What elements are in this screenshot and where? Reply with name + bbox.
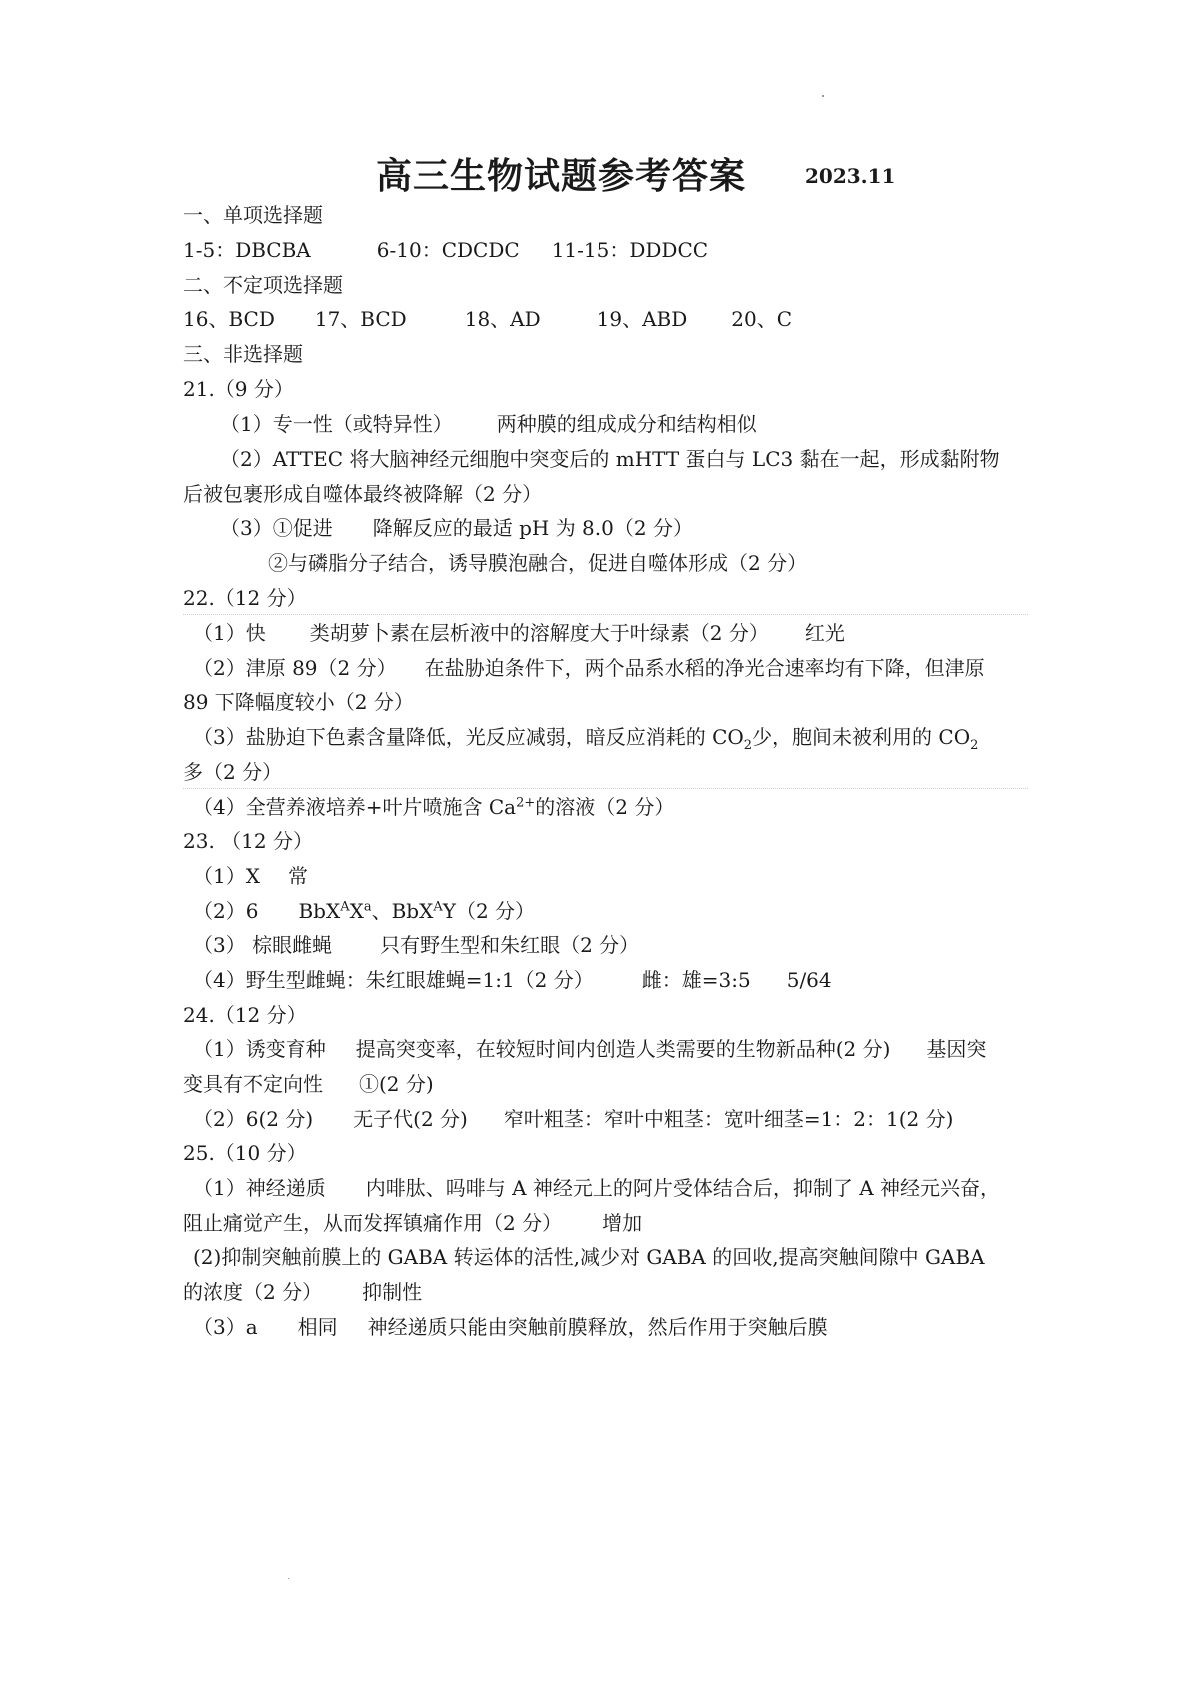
scan-speck <box>822 95 824 97</box>
q23-p1-answer-a: （1）X <box>193 864 260 888</box>
q23-p2-sup: A <box>340 899 350 915</box>
q24-p1-answer-b: 提高突变率，在较短时间内创造人类需要的生物新品种(2 分) <box>355 1037 891 1061</box>
q23-p4-answer-a: （4）野生型雌蝇：朱红眼雄蝇=1:1（2 分） <box>193 968 594 992</box>
q22-p1-answer-b: 类胡萝卜素在层析液中的溶解度大于叶绿素（2 分） <box>309 621 769 645</box>
q22-p3-subscript-2: 2 <box>970 738 979 753</box>
q23-heading: 23. （12 分） <box>183 829 313 853</box>
page-title: 高三生物试题参考答案 <box>376 155 747 197</box>
section-heading-non-choice: 三、非选择题 <box>183 342 303 366</box>
answers-1-15 <box>183 237 708 263</box>
q23-part3 <box>193 932 639 958</box>
answer-1-5: 1-5：DBCBA <box>183 238 311 262</box>
q24-part1-line2 <box>183 1071 434 1097</box>
q22-p3-subscript: 2 <box>743 738 753 753</box>
q24-part1-line1 <box>193 1036 986 1062</box>
q21-part3-sub2: ②与磷脂分子结合，诱导膜泡融合，促进自噬体形成（2 分） <box>268 551 808 575</box>
q22-p4-superscript: 2+ <box>516 795 536 811</box>
q21-part2-line1: （2）ATTEC 将大脑神经元细胞中突变后的 mHTT 蛋白与 LC3 黏在一起，形成黏附物 <box>220 447 1000 471</box>
q25-p1-answer-d: 增加 <box>602 1211 643 1235</box>
q23-part2 <box>193 898 535 924</box>
q22-part2-line1 <box>193 655 985 681</box>
q22-p3-text-b: 少，胞间未被利用的 CO <box>752 725 971 749</box>
answer-20: 20、C <box>731 307 793 331</box>
q24-p2-answer-a: （2）6(2 分) <box>193 1107 314 1131</box>
q23-p1-answer-b: 常 <box>287 864 308 888</box>
q23-p3-answer-a: （3） 棕眼雌蝇 <box>193 933 333 957</box>
q25-p3-answer-b: 相同 <box>297 1315 338 1339</box>
q25-part1-line2 <box>183 1210 642 1236</box>
q22-p2-answer-b: 在盐胁迫条件下，两个品系水稻的净光合速率均有下降，但津原 <box>424 656 985 680</box>
q22-p2-answer-a: （2）津原 89（2 分） <box>193 656 397 680</box>
title-row <box>0 148 1200 198</box>
answer-19: 19、ABD <box>596 307 688 331</box>
q21-p1-answer-a: （1）专一性（或特异性） <box>220 412 453 436</box>
q24-p2-answer-c: 窄叶粗茎：窄叶中粗茎：宽叶细茎=1：2：1(2 分) <box>503 1107 954 1131</box>
q24-p2-answer-b: 无子代(2 分) <box>353 1107 468 1131</box>
q21-p3-answer-a: （3）①促进 <box>220 516 333 540</box>
answer-17: 17、BCD <box>314 307 407 331</box>
answers-16-20 <box>183 306 792 332</box>
q25-p1-answer-c: 阻止痛觉产生，从而发挥镇痛作用（2 分） <box>183 1211 563 1235</box>
answer-6-10: 6-10：CDCDC <box>376 238 520 262</box>
q22-part2-line2: 89 下降幅度较小（2 分） <box>183 690 414 714</box>
section-heading-single-choice: 一、单项选择题 <box>183 203 323 227</box>
section-heading-multiple-choice: 二、不定项选择题 <box>183 273 343 297</box>
q25-p1-answer-b: 内啡肽、吗啡与 A 神经元上的阿片受体结合后，抑制了 A 神经元兴奋， <box>365 1176 1001 1200</box>
q22-p4-text-b: 的溶液（2 分） <box>535 795 675 819</box>
scan-dotted-rule <box>183 614 1028 615</box>
q22-p1-answer-a: （1）快 <box>193 621 266 645</box>
q23-p4-answer-b: 雌：雄=3:5 <box>641 968 751 992</box>
answer-11-15: 11-15：DDDCC <box>551 238 709 262</box>
q25-part2-line2 <box>183 1279 422 1305</box>
page-date: 2023.11 <box>805 164 896 188</box>
answer-18: 18、AD <box>464 307 541 331</box>
q21-part2-line2: 后被包裹形成自噬体最终被降解（2 分） <box>183 482 543 506</box>
q22-p4-text-a: （4）全营养液培养+叶片喷施含 Ca <box>193 795 517 819</box>
q23-p2-genotype-text: Y（2 分） <box>442 899 536 923</box>
q25-p2-answer-c: 抑制性 <box>362 1280 423 1304</box>
q23-p2-genotype-text: X <box>349 899 364 923</box>
q23-p2-genotype-text: 、BbX <box>371 899 434 923</box>
q21-p3-answer-b: 降解反应的最适 pH 为 8.0（2 分） <box>372 516 693 540</box>
q22-part3-line2: 多（2 分） <box>183 760 283 784</box>
q23-p3-answer-b: 只有野生型和朱红眼（2 分） <box>380 933 640 957</box>
q24-part2 <box>193 1106 953 1132</box>
q25-part3 <box>193 1314 828 1340</box>
q23-part1 <box>193 863 308 889</box>
q25-p1-answer-a: （1）神经递质 <box>193 1176 326 1200</box>
q24-p1-answer-d: 变具有不定向性 <box>183 1072 323 1096</box>
q25-heading: 25.（10 分） <box>183 1141 307 1165</box>
q24-heading: 24.（12 分） <box>183 1003 307 1027</box>
q25-part2-line1: (2)抑制突触前膜上的 GABA 转运体的活性,减少对 GABA 的回收,提高突触间隙中 GABA <box>193 1245 985 1269</box>
q22-heading: 22.（12 分） <box>183 586 307 610</box>
answer-16: 16、BCD <box>183 307 275 331</box>
q25-p2-answer-b: 的浓度（2 分） <box>183 1280 323 1304</box>
q23-p4-answer-c: 5/64 <box>786 968 832 992</box>
q25-part1-line1 <box>193 1175 1000 1201</box>
q24-p1-answer-c: 基因突 <box>926 1037 987 1061</box>
q21-part1 <box>220 411 757 437</box>
q23-part4 <box>193 967 832 993</box>
q21-part3 <box>220 515 693 541</box>
q24-p1-answer-a: （1）诱变育种 <box>193 1037 326 1061</box>
q22-part4 <box>193 794 674 820</box>
q22-p3-text-a: （3）盐胁迫下色素含量降低，光反应减弱，暗反应消耗的 CO <box>193 725 744 749</box>
q23-p2-answer-a: （2）6 <box>193 899 259 923</box>
q25-p3-answer-a: （3）a <box>193 1315 258 1339</box>
q24-p1-answer-e: ①(2 分) <box>359 1072 434 1096</box>
scan-dotted-rule <box>183 788 1028 789</box>
q25-p3-answer-c: 神经递质只能由突触前膜释放，然后作用于突触后膜 <box>367 1315 828 1339</box>
q21-heading: 21.（9 分） <box>183 377 294 401</box>
q23-p2-sup: a <box>363 899 372 915</box>
q22-p1-answer-c: 红光 <box>804 621 845 645</box>
q22-part1 <box>193 620 845 646</box>
q23-p2-genotype-text: BbX <box>298 899 341 923</box>
q22-part3-line1 <box>193 724 979 753</box>
q21-p1-answer-b: 两种膜的组成成分和结构相似 <box>496 412 757 436</box>
scan-speck <box>288 1578 289 1579</box>
q23-p2-sup: A <box>433 899 443 915</box>
